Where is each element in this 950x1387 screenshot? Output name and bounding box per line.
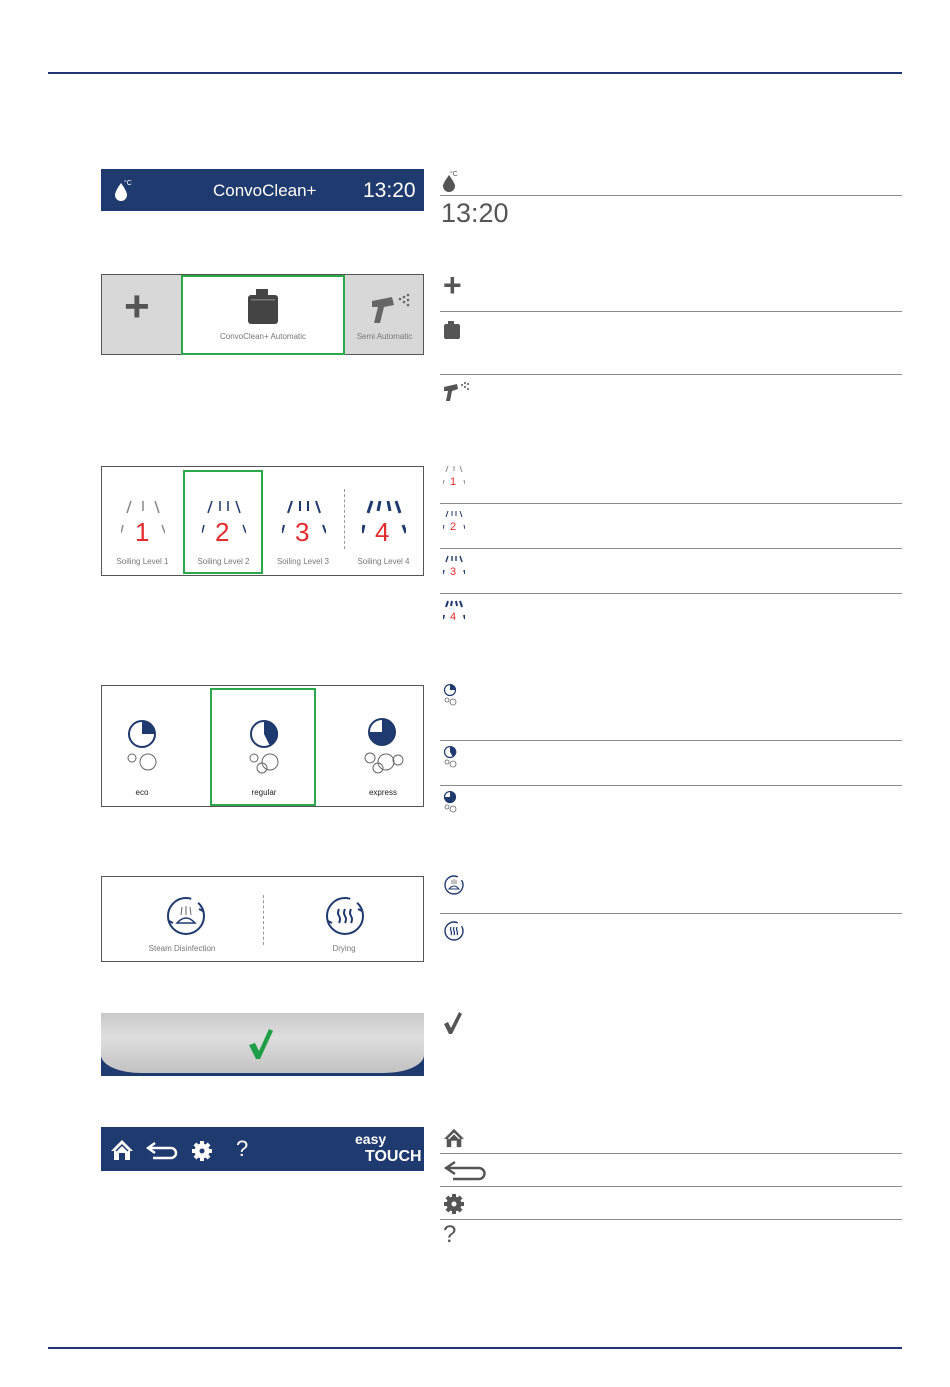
drying-icon: [324, 895, 366, 937]
legend-regular-icon: [443, 746, 459, 770]
svg-text:°C: °C: [450, 171, 458, 178]
add-button[interactable]: +: [124, 282, 150, 331]
steam-disinfection-button[interactable]: [102, 877, 262, 961]
legend-soiling-2-icon: [443, 509, 465, 535]
semi-automatic-label: Semi Automatic: [356, 332, 413, 341]
selection-frame: [181, 275, 345, 355]
legend-help-icon: ?: [443, 1221, 457, 1248]
confirm-bar: [101, 1013, 424, 1076]
top-rule: [48, 72, 902, 74]
program-label: regular: [251, 788, 277, 797]
soiling-level-digit: 1: [135, 517, 150, 547]
options-panel: [101, 876, 424, 962]
legend-soiling-4-icon: [443, 599, 465, 625]
spray-gun-icon: [370, 293, 414, 325]
mode-selector: [101, 274, 424, 355]
divider: [440, 785, 902, 786]
svg-text:2: 2: [450, 521, 457, 533]
drying-button[interactable]: [264, 877, 423, 961]
settings-gear-icon[interactable]: [191, 1140, 213, 1162]
program-label: express: [368, 788, 397, 797]
divider: [440, 593, 902, 594]
home-icon[interactable]: [110, 1139, 134, 1161]
divider: [440, 913, 902, 914]
soiling-level-label: Soiling Level 2: [197, 557, 250, 566]
confirm-button[interactable]: [101, 1013, 424, 1073]
legend-home-icon: [443, 1128, 465, 1148]
legend-drop-icon: [442, 169, 462, 193]
program-label: eco: [135, 788, 149, 797]
legend-steam-disinfection-icon: [443, 874, 465, 896]
svg-text:3: 3: [450, 566, 457, 578]
legend-checkmark-icon: [443, 1012, 463, 1034]
legend-express-icon: [443, 791, 459, 815]
legend-drying-icon: [443, 920, 465, 942]
checkmark-icon: [247, 1029, 273, 1059]
divider: [440, 548, 902, 549]
soiling-level-digit: 3: [295, 517, 310, 547]
legend-time: 13:20: [441, 198, 509, 228]
program-eco-button[interactable]: [102, 686, 210, 806]
program-selector: [101, 685, 424, 807]
soiling-level-digit: 2: [215, 517, 230, 547]
brand-easy: easy: [355, 1131, 387, 1147]
cleaning-drop-icon: [113, 177, 133, 203]
divider: [440, 503, 902, 504]
navigation-bar: [101, 1127, 424, 1171]
legend-soiling-3-icon: [443, 554, 465, 580]
header-time: 13:20: [363, 179, 416, 202]
bottom-rule: [48, 1347, 902, 1349]
option-label: Drying: [332, 944, 356, 953]
soiling-level-3-button[interactable]: [264, 467, 342, 575]
automatic-label: ConvoClean+ Automatic: [219, 332, 307, 341]
brand-touch: TOUCH: [365, 1148, 422, 1165]
divider: [440, 1186, 902, 1187]
legend-add-icon: +: [443, 267, 462, 303]
header-bar: [101, 169, 424, 211]
soiling-level-1-button[interactable]: [102, 467, 183, 575]
legend-eco-icon: [443, 684, 459, 708]
legend-soiling-1-icon: [443, 464, 465, 490]
legend-back-icon: [443, 1160, 487, 1182]
semi-automatic-button[interactable]: [346, 275, 423, 354]
selection-frame: [210, 688, 316, 806]
divider: [440, 311, 902, 312]
divider: [440, 740, 902, 741]
back-icon[interactable]: [145, 1141, 179, 1161]
legend-canister-icon: [443, 320, 461, 340]
header-title: ConvoClean+: [213, 181, 317, 200]
divider: [440, 195, 902, 196]
selection-frame: [183, 470, 263, 574]
svg-text:1: 1: [450, 476, 457, 488]
divider: [440, 1219, 902, 1220]
soiling-level-selector: [101, 466, 424, 576]
soiling-level-label: Soiling Level 1: [116, 557, 169, 566]
soiling-level-digit: 4: [375, 517, 390, 547]
help-button[interactable]: ?: [236, 1136, 249, 1161]
legend-settings-gear-icon: [443, 1193, 465, 1215]
divider: [440, 1153, 902, 1154]
soiling-level-label: Soiling Level 4: [357, 557, 410, 566]
legend-spray-gun-icon: [443, 381, 471, 403]
divider: [440, 374, 902, 375]
svg-text:4: 4: [450, 611, 457, 623]
express-timer-icon: [364, 718, 404, 776]
program-express-button[interactable]: [318, 686, 423, 806]
eco-timer-icon: [126, 720, 162, 776]
soiling-level-label: Soiling Level 3: [276, 557, 330, 566]
option-label: Steam Disinfection: [148, 944, 216, 953]
svg-text:°C: °C: [124, 180, 132, 187]
steam-disinfection-icon: [165, 895, 207, 937]
soiling-level-4-button[interactable]: [344, 467, 423, 575]
